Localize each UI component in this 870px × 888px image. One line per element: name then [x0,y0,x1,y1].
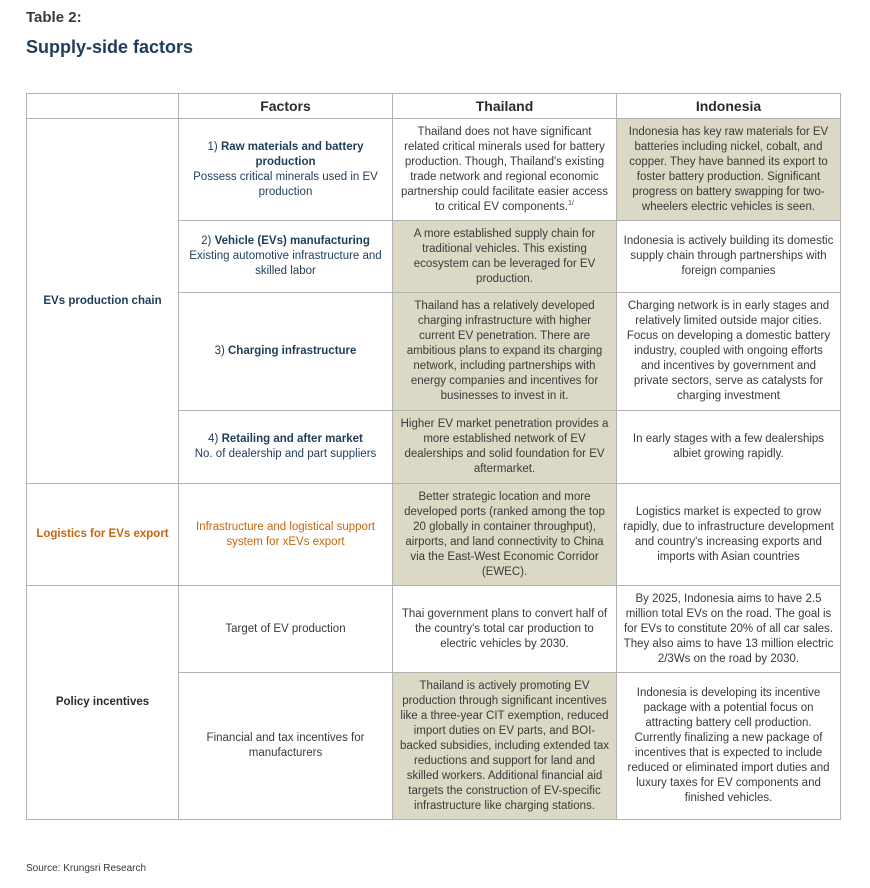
table-row [27,119,841,221]
header-indonesia: Indonesia [617,94,841,119]
header-group [27,94,179,119]
thailand-cell [393,119,617,221]
group-logistics: Logistics for EVs export [27,484,179,586]
factor-title: Raw materials and battery production [220,140,364,168]
factor-number: 4) [208,433,219,445]
table-row [27,586,841,673]
indonesia-cell: Indonesia is actively building its domestic supply chain through partnerships with foreign companies [617,221,841,293]
factor-subtitle: Possess critical minerals used in EV production [193,170,378,198]
indonesia-cell: Charging network is in early stages and relatively limited outside major cities. Focus on developing a domestic battery industry, coupled with ongoing efforts and incentives by government and private sectors, serve as catalysts for charging investment [617,293,841,411]
factor-title: Charging infrastructure [228,345,357,357]
factor-number: 1) [207,140,218,153]
table-label: Table 2: [26,9,82,26]
header-factors: Factors [179,94,393,119]
source-note: Source: Krungsri Research [26,863,147,874]
indonesia-cell: Logistics market is expected to grow rapidly, due to infrastructure development and country's increasing exports and imports with Asian countries [617,484,841,586]
factor-cell [179,293,393,411]
indonesia-cell: Indonesia is developing its incentive package with a potential focus on attracting battery cell production. Currently finalizing a new package of incentives that is expected to include reduced or eliminated import duties and luxury taxes for EV components and finished vehicles. [617,673,841,820]
thailand-cell: Better strategic location and more developed ports (ranked among the top 20 globally in container throughput), airports, and land connectivity to China via the East-West Economic Corridor (EWEC). [393,484,617,586]
group-policy-incentives: Policy incentives [27,586,179,820]
factor-number: 3) [214,345,225,357]
thailand-cell: A more established supply chain for traditional vehicles. This existing ecosystem can be leveraged for EV production. [393,221,617,293]
indonesia-cell: By 2025, Indonesia aims to have 2.5 million total EVs on the road. The goal is for EVs to constitute 20% of all car sales. They also aims to have 13 million electric 2/3Ws on the road by 2030. [617,586,841,673]
indonesia-cell: In early stages with a few dealerships albiet growing rapidly. [617,411,841,484]
factor-title: Retailing and after market [221,433,363,445]
footnote-marker: 1/ [568,199,574,207]
table-title: Supply-side factors [26,37,194,57]
factor-cell [179,221,393,293]
supply-side-factors-table [26,93,841,820]
factor-number: 2) [201,235,212,247]
group-ev-production-chain: EVs production chain [27,119,179,484]
header-thailand: Thailand [393,94,617,119]
thailand-cell: Higher EV market penetration provides a more established network of EV dealerships and solid foundation for EV aftermarket. [393,411,617,484]
factor-cell: Infrastructure and logistical support system for xEVs export [179,484,393,586]
thailand-cell: Thailand has a relatively developed charging infrastructure with higher current EV penetration. There are ambitious plans to expand its charging network, including partnerships with energy companies and incentives for businesses to invest in it. [393,293,617,411]
thailand-text: Thailand does not have significant related critical minerals used for battery production. Though, Thailand's existing trade network and regional economic partnership could facilitate easier access to critical EV components. [400,125,609,213]
table-row [27,484,841,586]
factor-subtitle: Existing automotive infrastructure and skilled labor [189,250,382,277]
thailand-cell: Thai government plans to convert half of the country's total car production to electric vehicles by 2030. [393,586,617,673]
indonesia-cell: Indonesia has key raw materials for EV batteries including nickel, cobalt, and copper. They have banned its export to foster battery production. Significant progress on battery swapping for two-wheelers electric vehicles is seen. [617,119,841,221]
factor-cell [179,411,393,484]
thailand-cell: Thailand is actively promoting EV production through significant incentives like a three-year CIT exemption, reduced import duties on EV parts, and BOI-backed subsidies, including extended tax reductions and support for land and skilled workers. Additional financial aid targets the construction of EV-specific infrastructure like charging stations. [393,673,617,820]
factor-cell: Target of EV production [179,586,393,673]
factor-cell: Financial and tax incentives for manufacturers [179,673,393,820]
header-row [27,94,841,119]
factor-title: Vehicle (EVs) manufacturing [214,235,370,247]
factor-subtitle: No. of dealership and part suppliers [194,448,377,460]
factor-cell [179,119,393,221]
